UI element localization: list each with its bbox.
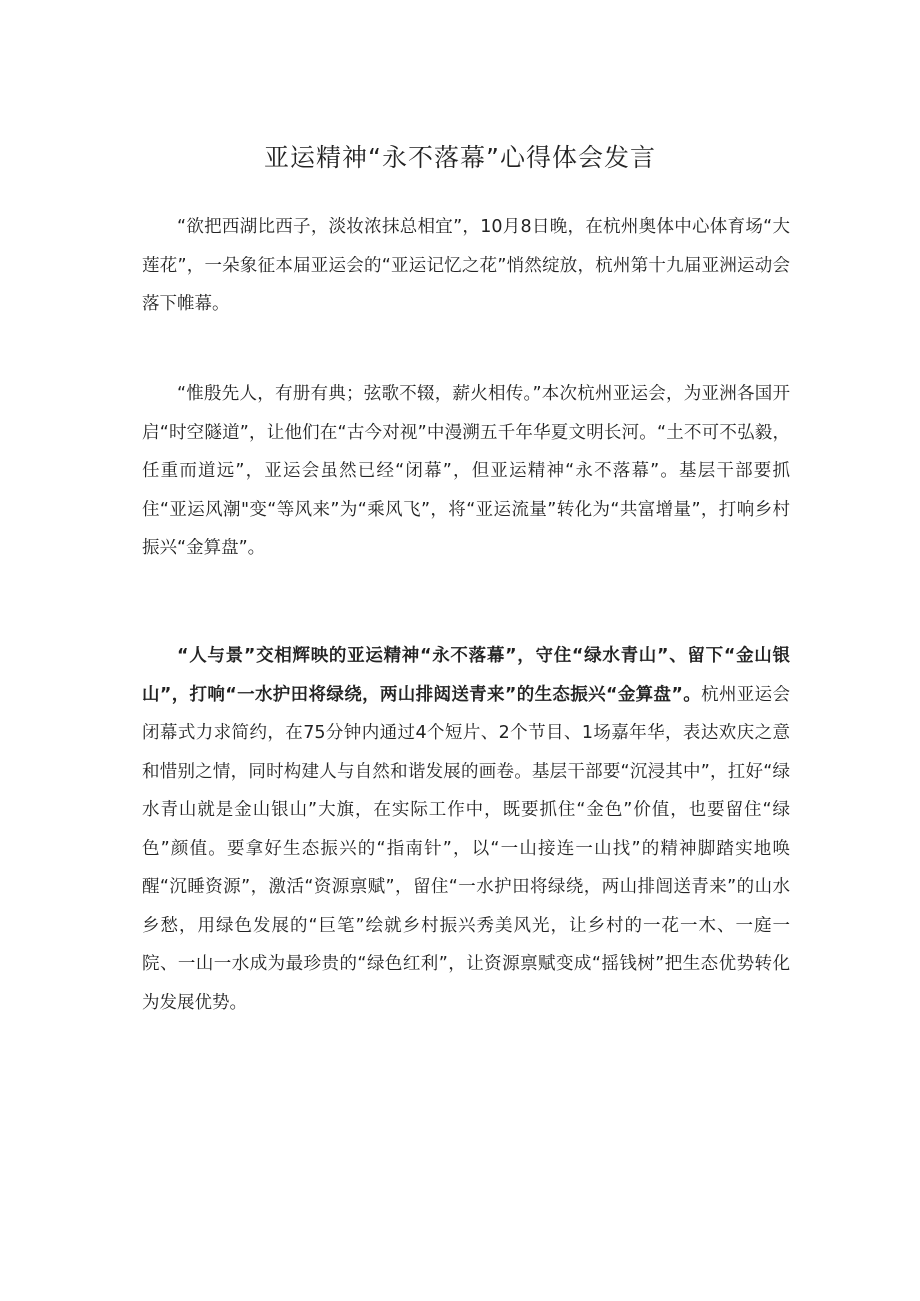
paragraph-2: [142, 375, 790, 568]
paragraph-3: [142, 637, 790, 1022]
paragraph-3-text: 杭州亚运会闭幕式力求简约，在75分钟内通过4个短片、2个节目、1场嘉年华，表达欢庆之意和惜别之情，同时构建人与自然和谐发展的画卷。基层干部要“沉浸其中”，扛好“绿水青山就是金山银山”大旗，在实际工作中，既要抓住“金色”价值，也要留住“绿色”颜值。要拿好生态振兴的“指南针”，以“一山接连一山找”的精神脚踏实地唤醒“沉睡资源”，激活“资源禀赋”，留住“一水护田将绿绕，两山排闿送青来”的山水乡愁，用绿色发展的“巨笔”绘就乡村振兴秀美风光，让乡村的一花一木、一庭一院、一山一水成为最珍贵的“绿色红利”，让资源禀赋变成“摇钱树”把生态优势转化为发展优势。: [142, 684, 790, 1013]
paragraph-1: [142, 208, 790, 324]
paragraph-1-text: “欲把西湖比西子，淡妆浓抹总相宜”，10月8日晚，在杭州奥体中心体育场“大莲花”，一朵象征本届亚运会的“亚运记忆之花”悄然绽放，杭州第十九届亚洲运动会落下帷幕。: [142, 217, 790, 314]
paragraph-3-lead-sentence: “人与景”交相辉映的亚运精神“永不落幕”，守住“绿水青山”、留下“金山银山”，打响“一水护田将绿绕，两山排闼送青来”的生态振兴“金算盘”。: [142, 646, 790, 705]
document-title: 亚运精神“永不落幕”心得体会发言: [264, 143, 656, 172]
paragraph-2-text: “惟殷先人，有册有典；弦歌不辍，薪火相传。”本次杭州亚运会，为亚洲各国开启“时空隧道”，让他们在“古今对视”中漫溯五千年华夏文明长河。“土不可不弘毅，任重而道远”，亚运会虽然已经“闭幕”，但亚运精神“永不落幕”。基层干部要抓住“亚运风潮"变“等风来”为“乘风飞”，将“亚运流量”转化为“共富增量”，打响乡村振兴“金算盘”。: [142, 384, 790, 558]
